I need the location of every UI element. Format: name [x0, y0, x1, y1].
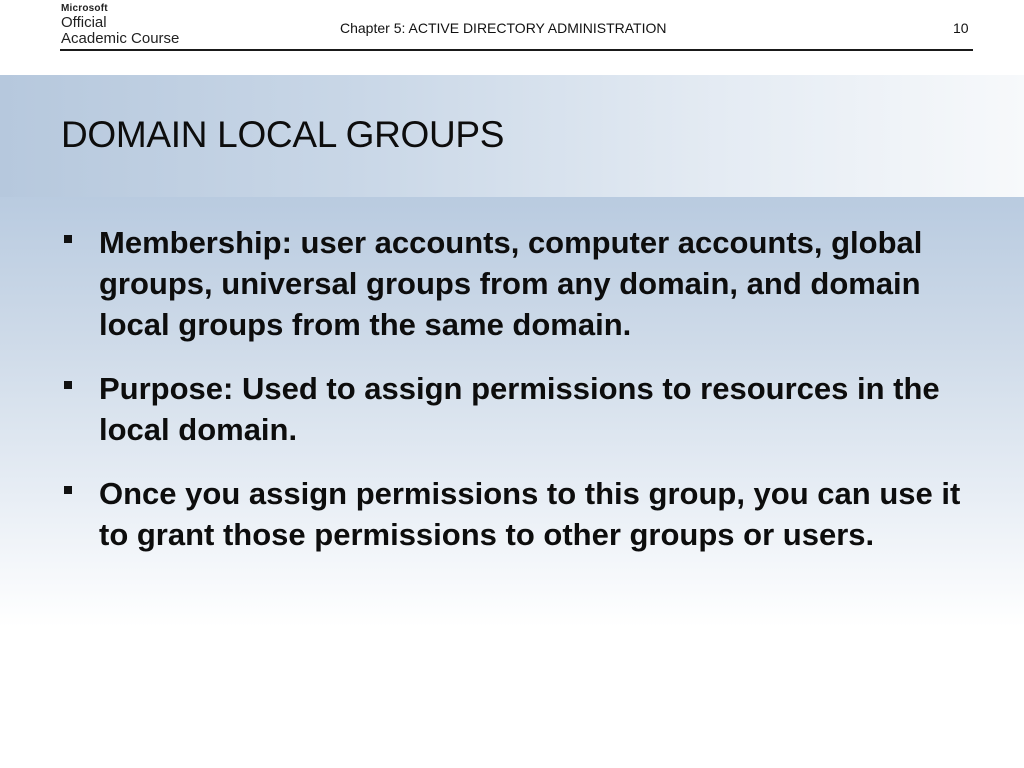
square-bullet-icon [64, 486, 72, 494]
slide-title: DOMAIN LOCAL GROUPS [61, 114, 505, 155]
square-bullet-icon [64, 381, 72, 389]
page-number: 10 [953, 20, 969, 36]
bullet-item [62, 473, 992, 555]
chapter-header: Chapter 5: ACTIVE DIRECTORY ADMINISTRATION [340, 20, 667, 36]
bullet-item [62, 222, 992, 345]
logo-line-2: Academic Course [61, 30, 180, 47]
logo-line-1: Official [61, 14, 107, 31]
microsoft-official-academic-course-logo [61, 4, 179, 46]
bullet-list [62, 222, 992, 578]
logo-brand: Microsoft [61, 3, 108, 14]
bullet-text-purpose: Purpose: Used to assign permissions to resources in the local domain. [99, 371, 940, 447]
bullet-item [62, 368, 992, 450]
square-bullet-icon [64, 235, 72, 243]
bullet-text-membership: Membership: user accounts, computer accounts, global groups, universal groups from any domain, and domain local groups from the same domain. [99, 225, 923, 342]
header-divider [60, 49, 973, 51]
bullet-text-usage: Once you assign permissions to this group, you can use it to grant those permissions to other groups or users. [99, 476, 961, 552]
